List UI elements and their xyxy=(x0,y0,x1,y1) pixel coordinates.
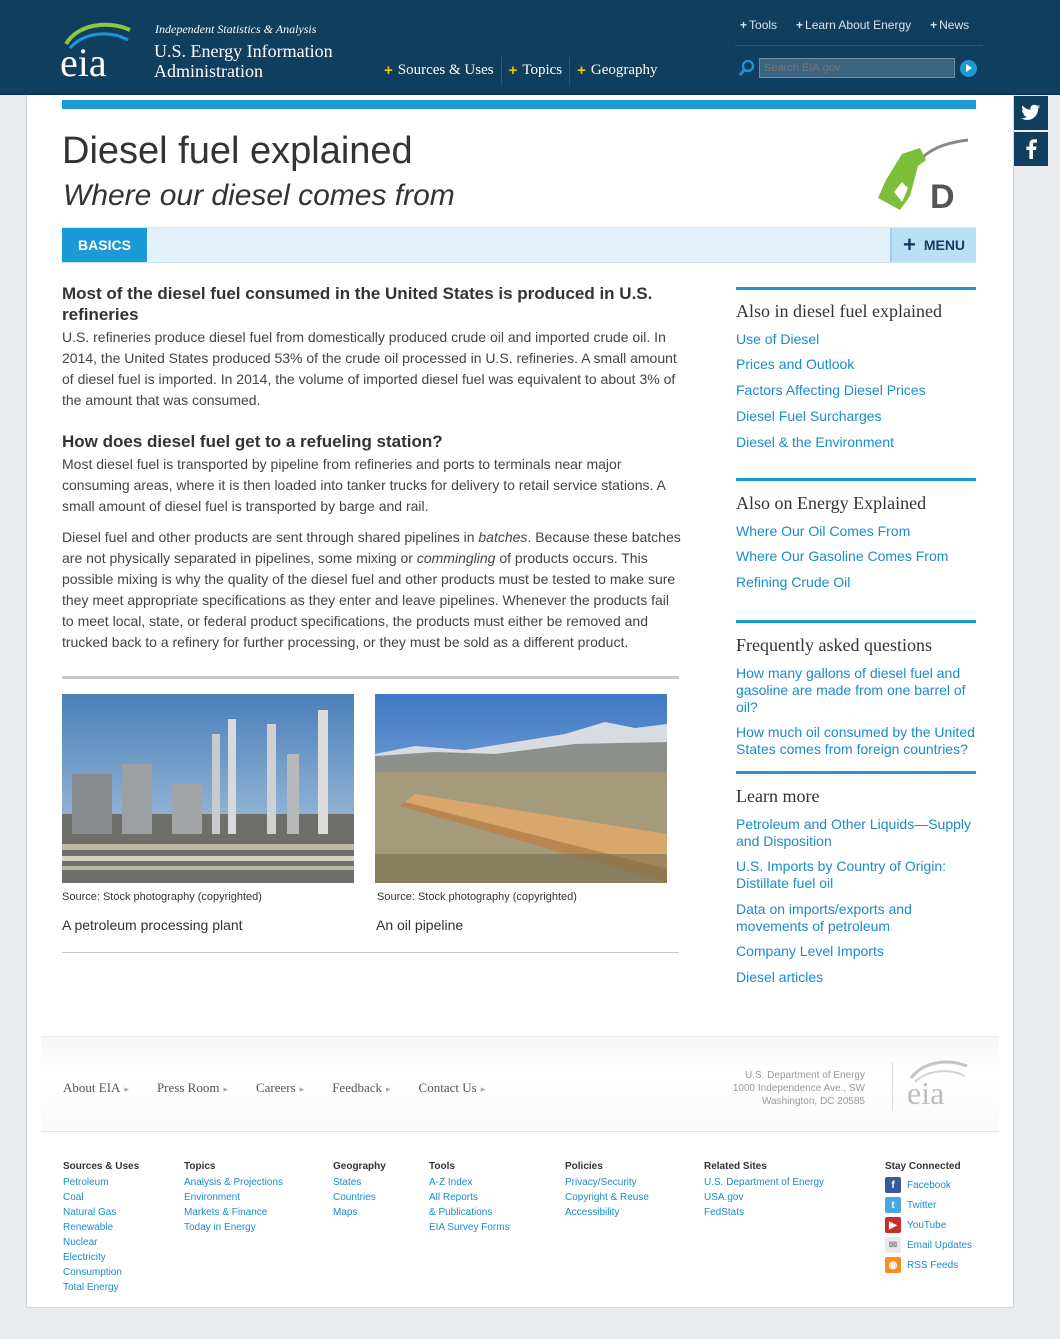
divider xyxy=(892,1062,893,1110)
nav-sources-uses[interactable] xyxy=(377,57,502,85)
stay-email[interactable]: ✉ Email Updates xyxy=(885,1235,972,1255)
photo-caption: A petroleum processing plant xyxy=(62,917,243,933)
stay-facebook[interactable]: f Facebook xyxy=(885,1175,972,1195)
nav-label: Topics xyxy=(522,62,563,78)
divider xyxy=(736,287,976,290)
footer-link[interactable]: Coal xyxy=(63,1192,84,1203)
sidebar-heading: Also in diesel fuel explained xyxy=(736,301,942,321)
facebook-icon xyxy=(1025,139,1037,159)
page-title: Diesel fuel explained xyxy=(62,130,413,172)
divider xyxy=(735,45,983,46)
util-learn-about-energy[interactable]: + Learn About Energy xyxy=(796,18,912,32)
util-tools[interactable]: + Tools xyxy=(740,18,778,32)
footer-link[interactable]: USA.gov xyxy=(704,1192,744,1203)
footer-address: U.S. Department of Energy 1000 Independence Ave., SW Washington, DC 20585 xyxy=(732,1070,865,1107)
search-submit-button[interactable] xyxy=(960,60,977,77)
refinery-photo xyxy=(62,694,354,883)
facebook-share-button[interactable] xyxy=(1014,132,1048,166)
twitter-icon xyxy=(1021,104,1041,122)
footer-link[interactable]: Natural Gas xyxy=(63,1207,117,1218)
rss-icon: ◉ xyxy=(885,1257,901,1273)
util-news[interactable]: + News xyxy=(930,18,970,32)
sidebar-link[interactable]: Prices and Outlook xyxy=(736,356,855,372)
site-tagline: Independent Statistics & Analysis xyxy=(155,22,317,36)
agency-name: U.S. Energy Information Administration xyxy=(154,41,333,81)
sidebar-link[interactable]: Data on imports/exports and movements of petroleum xyxy=(736,901,912,934)
facebook-icon: f xyxy=(885,1177,901,1193)
stay-rss[interactable]: ◉ RSS Feeds xyxy=(885,1255,972,1275)
paragraph: Most diesel fuel is transported by pipeline from refineries and ports to terminals near major consuming areas, where it is then loaded into tanker trucks for delivery to retail service stations. A small amount of diesel fuel is transported by barge and rail. xyxy=(62,456,666,514)
paragraph: Diesel fuel and other products are sent through shared pipelines in batches. Because these batches are not physically separated in pipelines, some mixing or commingling of products occurs. This possible mixing is why the quality of the diesel fuel and other products must be tested to make sure they meet appropriate specifications as they enter and leave pipelines. Whenever the products fail to meet local, state, or federal product specifications, the products must either be removed and trucked back to a refinery for further processing, or they must be sold as a different product. xyxy=(62,529,681,650)
photo-source: Source: Stock photography (copyrighted) xyxy=(62,891,262,903)
nav-label: Geography xyxy=(590,62,658,78)
footer-link[interactable]: Markets & Finance xyxy=(184,1207,268,1218)
footer-link[interactable]: & Publications xyxy=(429,1207,493,1218)
footer-link[interactable]: U.S. Department of Energy xyxy=(704,1177,825,1188)
footer-link[interactable]: All Reports xyxy=(429,1192,478,1203)
faq-link[interactable]: How much oil consumed by the United States comes from foreign countries? xyxy=(736,724,975,757)
footer-column-policies: Policies Privacy/Security Copyright & Reuse Accessibility xyxy=(565,1161,649,1218)
stay-twitter[interactable]: t Twitter xyxy=(885,1195,972,1215)
menu-button[interactable] xyxy=(890,228,976,262)
footer-column-stay-connected: Stay Connected f Facebook t Twitter ▶ YouTube ✉ Email Updates ◉ RSS Feeds xyxy=(885,1161,972,1275)
plus-icon: + xyxy=(508,62,518,79)
eia-logo[interactable] xyxy=(58,18,134,80)
site-header xyxy=(0,0,1060,95)
divider xyxy=(62,952,679,953)
footer-link-careers[interactable]: Careers ▸ xyxy=(255,1080,305,1095)
email-icon: ✉ xyxy=(885,1237,901,1253)
util-label: News xyxy=(939,18,970,32)
footer-link[interactable]: States xyxy=(333,1177,362,1188)
sidebar-link[interactable]: Diesel Fuel Surcharges xyxy=(736,408,882,424)
sidebar-link[interactable]: Factors Affecting Diesel Prices xyxy=(736,382,926,398)
footer-link[interactable]: Accessibility xyxy=(565,1207,620,1218)
footer-link[interactable]: Environment xyxy=(184,1192,241,1203)
footer-column-tools: Tools A-Z Index All Reports & Publications EIA Survey Forms xyxy=(429,1161,510,1233)
faq-link[interactable]: How many gallons of diesel fuel and gasoline are made from one barrel of oil? xyxy=(736,665,966,715)
photo-caption: An oil pipeline xyxy=(376,917,464,933)
title-accent-bar xyxy=(62,100,976,109)
stay-youtube[interactable]: ▶ YouTube xyxy=(885,1215,972,1235)
footer-link-about[interactable]: About EIA ▸ xyxy=(63,1080,129,1095)
divider xyxy=(62,676,679,679)
sidebar-link[interactable]: Diesel & the Environment xyxy=(736,434,894,450)
twitter-share-button[interactable] xyxy=(1014,96,1048,130)
footer-link[interactable]: Electricity xyxy=(63,1252,106,1263)
util-label: Tools xyxy=(749,18,778,32)
sidebar-link[interactable]: Company Level Imports xyxy=(736,943,884,959)
sidebar-link[interactable]: U.S. Imports by Country of Origin: Distillate fuel oil xyxy=(736,858,947,891)
menu-label: MENU xyxy=(923,237,966,253)
sidebar-heading: Learn more xyxy=(736,786,820,806)
nav-label: Sources & Uses xyxy=(397,62,494,78)
divider xyxy=(736,478,976,481)
svg-text:D: D xyxy=(930,178,955,214)
footer-link[interactable]: Maps xyxy=(333,1207,358,1218)
section-heading: How does diesel fuel get to a refueling station? xyxy=(62,432,443,451)
footer-link[interactable]: A-Z Index xyxy=(429,1177,473,1188)
fuel-pump-icon xyxy=(874,136,970,214)
footer-link[interactable]: Countries xyxy=(333,1192,376,1203)
utility-nav xyxy=(740,18,969,32)
footer-link[interactable]: Total Energy xyxy=(63,1282,119,1293)
footer-link-contact[interactable]: Contact Us ▸ xyxy=(418,1080,486,1095)
sidebar-heading: Also on Energy Explained xyxy=(736,493,927,513)
sidebar-heading: Frequently asked questions xyxy=(736,635,932,655)
footer-link[interactable]: Privacy/Security xyxy=(565,1177,637,1188)
footer-link-press-room[interactable]: Press Room ▸ xyxy=(156,1080,228,1095)
search-input[interactable] xyxy=(759,58,955,78)
footer-links xyxy=(63,1080,485,1096)
sidebar-link[interactable]: Refining Crude Oil xyxy=(736,574,851,590)
section-heading: Most of the diesel fuel consumed in the United States is produced in U.S. refineries xyxy=(62,284,653,324)
page-subtitle: Where our diesel comes from xyxy=(63,179,455,212)
youtube-icon: ▶ xyxy=(885,1217,901,1233)
footer-link-feedback[interactable]: Feedback ▸ xyxy=(332,1080,391,1095)
footer-link[interactable]: Petroleum xyxy=(63,1177,109,1188)
footer-link[interactable]: Consumption xyxy=(63,1267,122,1278)
nav-topics[interactable] xyxy=(502,57,571,85)
sidebar-link[interactable]: Where Our Oil Comes From xyxy=(736,523,911,539)
tab-basics[interactable]: BASICS xyxy=(62,228,147,262)
sidebar-link[interactable]: Use of Diesel xyxy=(736,331,820,347)
footer-column-related: Related Sites U.S. Department of Energy USA.gov FedStats xyxy=(704,1161,825,1218)
divider xyxy=(736,620,976,623)
sidebar-link[interactable]: Diesel articles xyxy=(736,969,824,985)
paragraph: U.S. refineries produce diesel fuel from domestically produced crude oil and imported crude oil. In 2014, the United States produced 53% of the crude oil processed in U.S. refineries. A small amount of diesel fuel is imported. In 2014, the volume of imported diesel fuel was equivalent to about 3% of the amount that was consumed. xyxy=(62,329,677,408)
footer-link[interactable]: Renewable xyxy=(63,1222,114,1233)
plus-icon: + xyxy=(902,232,916,257)
search-icon xyxy=(738,59,756,77)
svg-text:eia: eia xyxy=(60,40,107,80)
social-share-bar xyxy=(1014,96,1048,168)
sidebar-link[interactable]: Petroleum and Other Liquids—Supply and Disposition xyxy=(736,816,972,849)
pipeline-photo xyxy=(375,694,667,883)
photo-source: Source: Stock photography (copyrighted) xyxy=(377,891,577,903)
plus-icon: + xyxy=(577,62,586,79)
footer-link[interactable]: Today in Energy xyxy=(184,1222,256,1233)
footer-link[interactable]: Analysis & Projections xyxy=(184,1177,283,1188)
plus-icon: + xyxy=(384,62,393,79)
svg-text:eia: eia xyxy=(907,1075,945,1108)
footer-column-sources: Sources & Uses Petroleum Coal Natural Gas Renewable Nuclear Electricity Consumption Total Energy xyxy=(63,1161,140,1293)
footer-column-topics: Topics Analysis & Projections Environment Markets & Finance Today in Energy xyxy=(184,1161,283,1233)
topic-bar xyxy=(62,227,976,263)
footer-link[interactable]: Copyright & Reuse xyxy=(565,1192,649,1203)
eia-footer-logo[interactable] xyxy=(905,1058,971,1108)
sidebar-link[interactable]: Where Our Gasoline Comes From xyxy=(736,548,949,564)
divider xyxy=(736,771,976,774)
main-nav xyxy=(377,57,665,85)
footer-column-geography: Geography States Countries Maps xyxy=(333,1161,386,1218)
footer-link[interactable]: FedStats xyxy=(704,1207,745,1218)
footer-link[interactable]: Nuclear xyxy=(63,1237,98,1248)
twitter-icon: t xyxy=(885,1197,901,1213)
util-label: Learn About Energy xyxy=(805,18,912,32)
footer-link[interactable]: EIA Survey Forms xyxy=(429,1222,510,1233)
nav-geography[interactable] xyxy=(570,57,664,85)
